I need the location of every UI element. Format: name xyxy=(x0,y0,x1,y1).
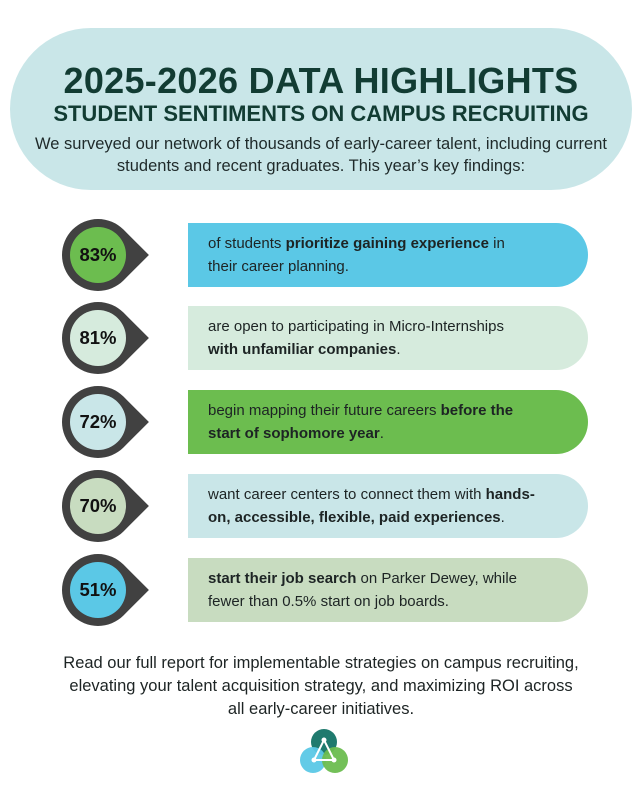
finding-line-1 xyxy=(208,232,505,255)
finding-row xyxy=(0,219,642,291)
finding-text xyxy=(208,567,517,613)
finding-segment: begin mapping their future careers xyxy=(208,402,441,419)
finding-segment: . xyxy=(396,341,401,358)
finding-line-1 xyxy=(208,483,535,506)
finding-percent: 83% xyxy=(70,227,126,283)
finding-highlight: start of sophomore year xyxy=(208,425,380,442)
finding-highlight: with unfamiliar companies xyxy=(208,341,397,358)
finding-percent: 70% xyxy=(70,478,126,534)
finding-segment: . xyxy=(379,425,384,442)
finding-row xyxy=(0,302,642,374)
parker-dewey-logo-icon xyxy=(300,728,348,776)
intro-text: We surveyed our network of thousands of early-career talent, including current students and recent graduates. This year’s key findings: xyxy=(35,135,607,175)
finding-line-2 xyxy=(208,255,505,278)
finding-line-1 xyxy=(208,567,517,590)
finding-row xyxy=(0,554,642,626)
finding-segment: fewer than 0.5% start on job boards. xyxy=(208,593,449,610)
footer-text: Read our full report for implementable strategies on campus recruiting, elevating your talent acquisition strategy, and maximizing ROI across all early-career initiatives. xyxy=(63,654,579,718)
finding-highlight: prioritize gaining experience xyxy=(285,235,489,252)
finding-text xyxy=(208,232,505,278)
finding-highlight: before the xyxy=(440,402,514,419)
finding-segment: in xyxy=(488,235,505,252)
finding-segment: want career centers to connect them with xyxy=(208,486,486,503)
finding-line-2 xyxy=(208,338,504,361)
finding-text xyxy=(208,399,513,445)
finding-row xyxy=(0,470,642,542)
finding-highlight: hands- xyxy=(485,486,535,503)
page-title: 2025-2026 DATA HIGHLIGHTS xyxy=(63,60,579,101)
finding-card xyxy=(188,474,588,538)
finding-card xyxy=(188,223,588,287)
finding-line-2 xyxy=(208,506,535,529)
finding-line-2 xyxy=(208,590,517,613)
finding-segment: their career planning. xyxy=(208,258,349,275)
finding-line-2 xyxy=(208,422,513,445)
finding-segment: of students xyxy=(208,235,286,252)
finding-highlight: on, accessible, flexible, paid experiences xyxy=(208,509,501,526)
finding-percent: 72% xyxy=(70,394,126,450)
finding-line-1 xyxy=(208,399,513,422)
finding-percent: 81% xyxy=(70,310,126,366)
finding-card xyxy=(188,558,588,622)
finding-percent: 51% xyxy=(70,562,126,618)
finding-row xyxy=(0,386,642,458)
finding-card xyxy=(188,390,588,454)
finding-line-1 xyxy=(208,315,504,338)
finding-text xyxy=(208,483,535,529)
finding-text xyxy=(208,315,504,361)
finding-segment: are open to participating in Micro-Internships xyxy=(208,318,504,335)
page-subtitle: STUDENT SENTIMENTS ON CAMPUS RECRUITING xyxy=(53,101,589,126)
finding-segment: on Parker Dewey, while xyxy=(356,570,518,587)
finding-segment: . xyxy=(500,509,505,526)
finding-highlight: start their job search xyxy=(208,570,357,587)
finding-card xyxy=(188,306,588,370)
